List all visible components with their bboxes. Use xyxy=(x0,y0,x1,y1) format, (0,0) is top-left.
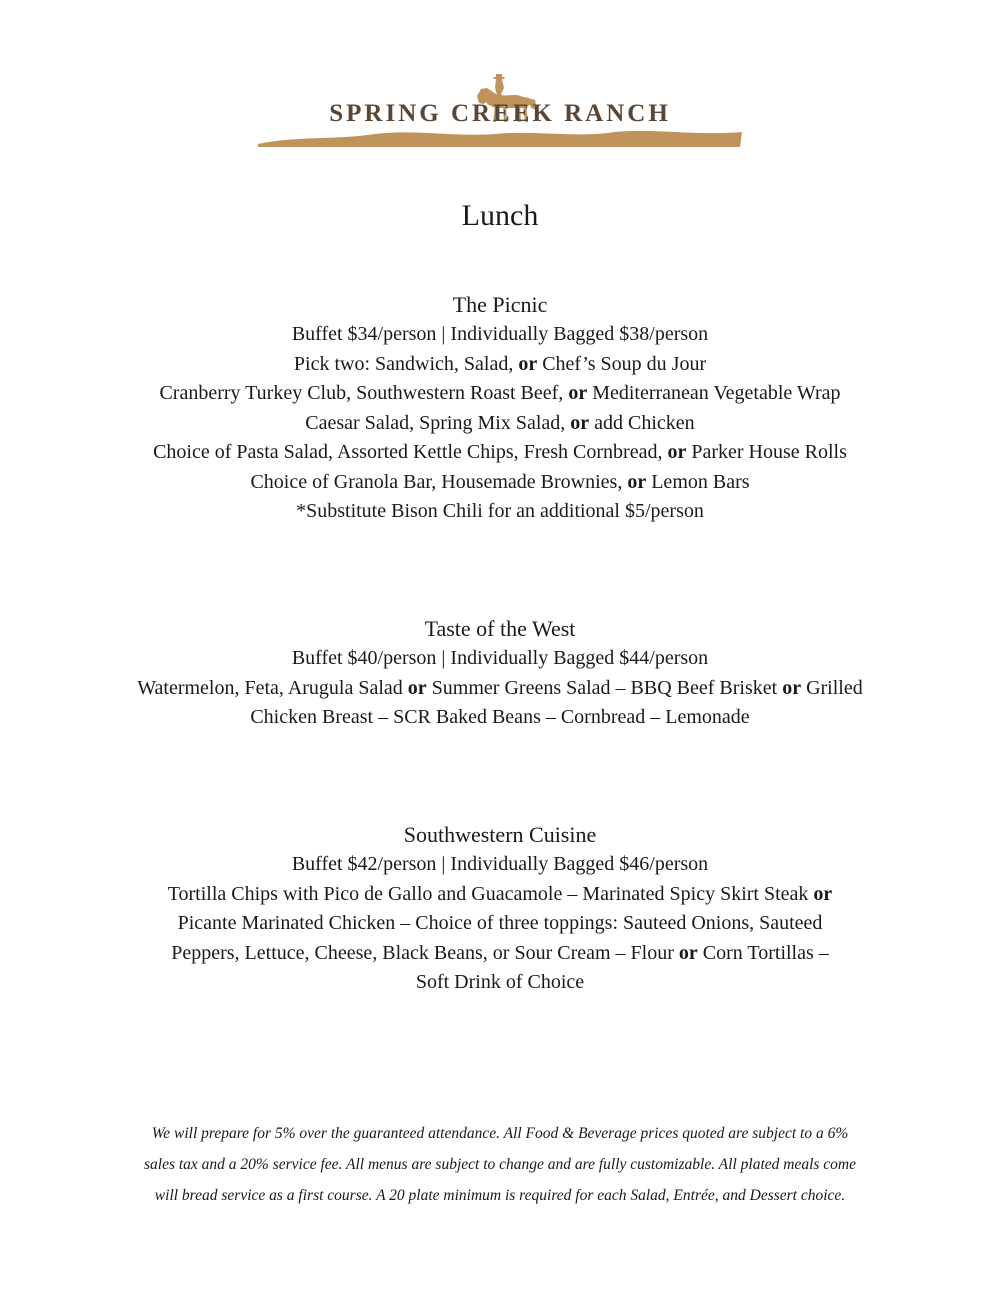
pricing-line: Buffet $34/person | Individually Bagged $38/person xyxy=(291,323,709,345)
menu-line: Watermelon, Feta, Arugula Salad or Summer Greens Salad – BBQ Beef Brisket or Grilled xyxy=(137,676,863,699)
footer-line: sales tax and a 20% service fee. All menus are subject to change and are fully customizable. All plated meals come xyxy=(144,1156,856,1173)
footer-disclaimer xyxy=(90,1118,910,1211)
menu-line: Pick two: Sandwich, Salad, or Chef’s Soup du Jour xyxy=(293,352,707,375)
menu-line: Soft Drink of Choice xyxy=(415,971,585,993)
footer-line: will bread service as a first course. A 20 plate minimum is required for each Salad, Entrée, and Dessert choice. xyxy=(154,1187,846,1204)
section-title: Southwestern Cuisine xyxy=(403,822,597,847)
menu-line: Caesar Salad, Spring Mix Salad, or add Chicken xyxy=(305,411,695,434)
menu-line: Choice of Granola Bar, Housemade Brownies, or Lemon Bars xyxy=(250,470,750,493)
section-southwestern-cuisine xyxy=(100,820,900,998)
footer-line: We will prepare for 5% over the guaranteed attendance. All Food & Beverage prices quoted are subject to a 6% xyxy=(151,1125,849,1142)
menu-line: Cranberry Turkey Club, Southwestern Roast Beef, or Mediterranean Vegetable Wrap xyxy=(159,382,841,404)
pricing-line: Buffet $42/person | Individually Bagged $46/person xyxy=(291,853,709,875)
pricing-line: Buffet $40/person | Individually Bagged $44/person xyxy=(291,647,709,669)
section-the-picnic xyxy=(100,290,900,527)
section-taste-of-the-west xyxy=(90,614,910,733)
section-title: The Picnic xyxy=(452,292,548,317)
section-title: Taste of the West xyxy=(424,616,576,641)
menu-line: Picante Marinated Chicken – Choice of three toppings: Sauteed Onions, Sauteed xyxy=(177,912,823,934)
menu-line: Tortilla Chips with Pico de Gallo and Guacamole – Marinated Spicy Skirt Steak or xyxy=(167,882,833,905)
menu-line: Chicken Breast – SCR Baked Beans – Cornbread – Lemonade xyxy=(250,706,750,728)
logo-wordmark: SPRING CREEK RANCH xyxy=(329,100,671,127)
menu-line: Choice of Pasta Salad, Assorted Kettle Chips, Fresh Cornbread, or Parker House Rolls xyxy=(153,441,847,463)
menu-line: Peppers, Lettuce, Cheese, Black Beans, or Sour Cream – Flour or Corn Tortillas – xyxy=(171,941,829,964)
page-title: Lunch xyxy=(461,199,539,232)
spring-creek-ranch-logo xyxy=(255,74,745,154)
landscape-graphic xyxy=(258,131,742,147)
substitution-note: *Substitute Bison Chili for an additional $5/person xyxy=(296,500,704,522)
